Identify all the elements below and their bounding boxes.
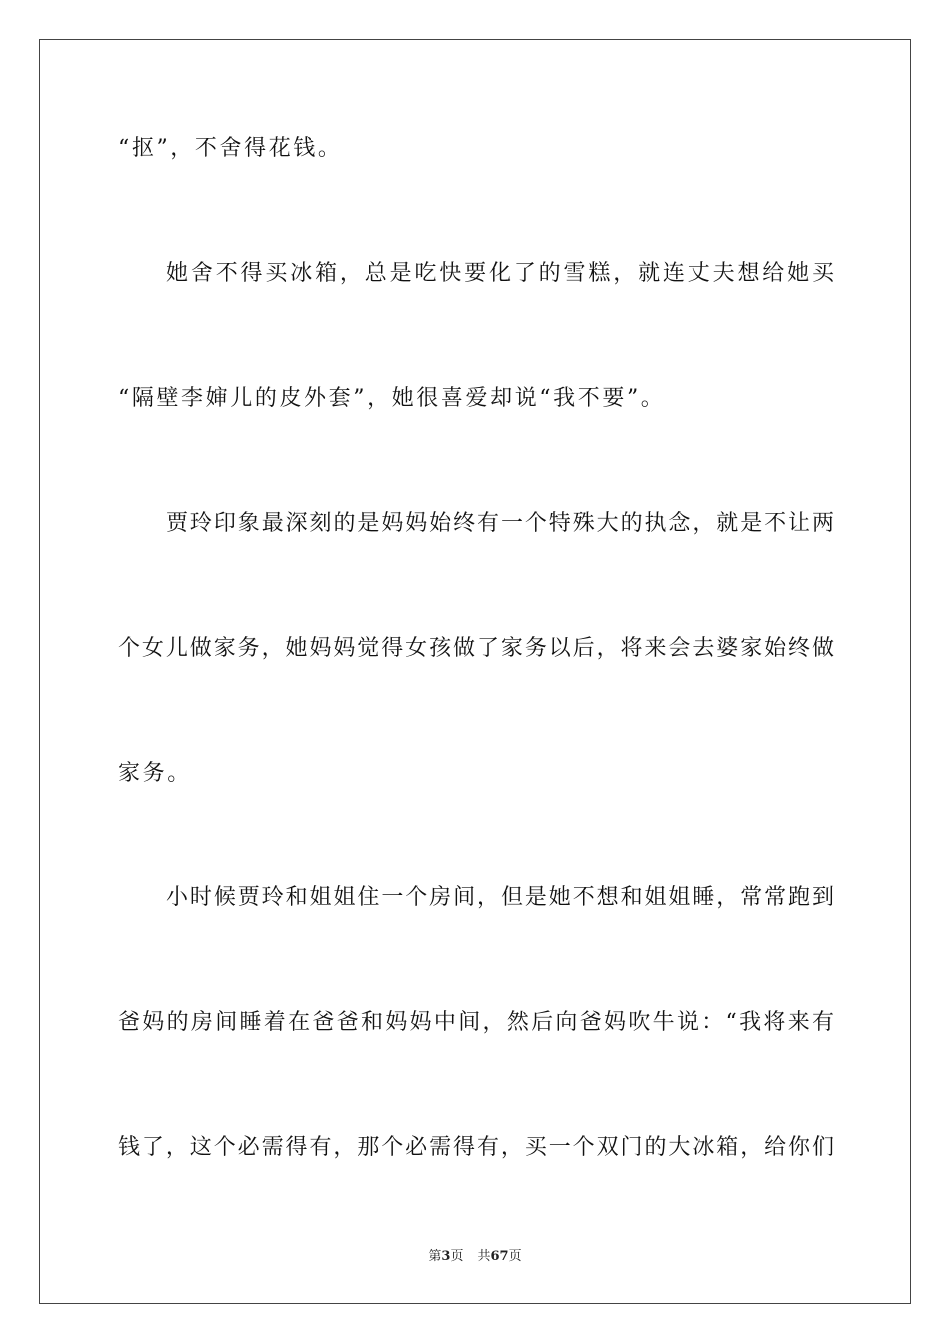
text-line: 她舍不得买冰箱，总是吃快要化了的雪糕，就连丈夫想给她买: [166, 261, 834, 286]
text-line: 小时候贾玲和姐姐住一个房间，但是她不想和姐姐睡，常常跑到: [166, 885, 834, 910]
page-total: 67: [490, 1249, 509, 1264]
text-line: 钱了，这个必需得有，那个必需得有，买一个双门的大冰箱，给你们: [118, 1135, 834, 1160]
text-line: 家务。: [118, 761, 192, 786]
page-prefix: 第: [428, 1249, 442, 1264]
page-suffix: 页: [450, 1249, 464, 1264]
text-line: 贾玲印象最深刻的是妈妈始终有一个特殊大的执念，就是不让两: [166, 511, 834, 536]
page-footer: [0, 1248, 950, 1266]
text-line: “隔壁李婶儿的皮外套”，她很喜爱却说“我不要”。: [118, 386, 666, 411]
total-prefix: 共: [477, 1249, 491, 1264]
text-line: 爸妈的房间睡着在爸爸和妈妈中间，然后向爸妈吹牛说：“我将来有: [118, 1010, 834, 1035]
page-border: [39, 39, 911, 1304]
page-number: 3: [441, 1249, 451, 1264]
total-suffix: 页: [508, 1249, 522, 1264]
text-line: 个女儿做家务，她妈妈觉得女孩做了家务以后，将来会去婆家始终做: [118, 636, 834, 661]
text-line: “抠”，不舍得花钱。: [118, 136, 343, 161]
